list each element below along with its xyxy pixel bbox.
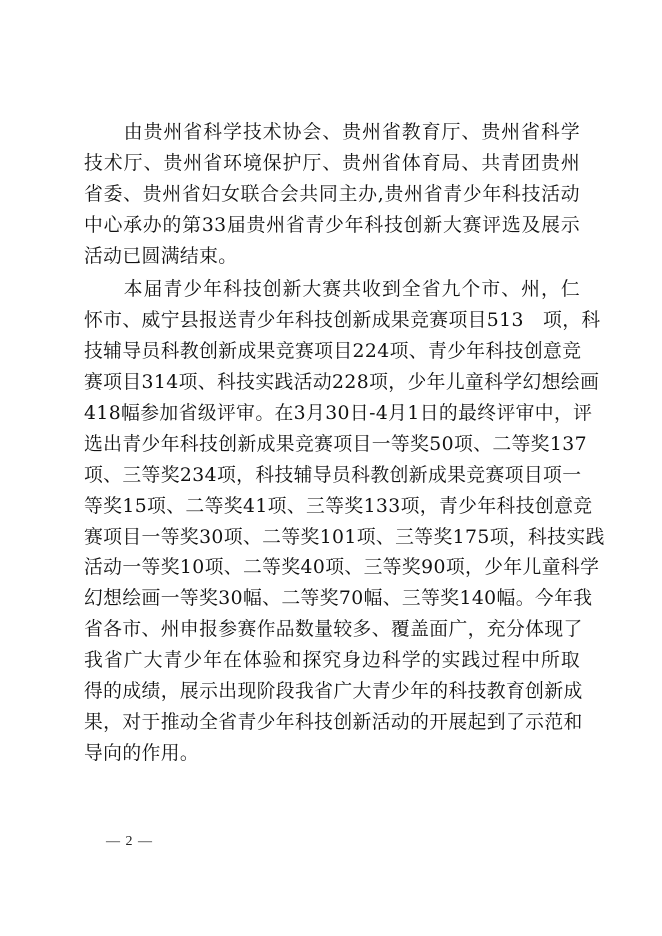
text-line: 本届青少年科技创新大赛共收到全省九个市、州，仁 (84, 279, 580, 301)
text-line: 由贵州省科学技术协会、贵州省教育厅、贵州省科学 (84, 122, 580, 143)
text-line: 技辅导员科教创新成果竞赛项目224项、青少年科技创意竞 (84, 341, 582, 363)
text-line: 我省广大青少年在体验和探究身边科学的实践过程中所取 (84, 650, 580, 672)
text-line: 赛项目一等奖30项、二等奖101项、三等奖175项，科技实践 (84, 526, 605, 548)
text-line: 得的成绩，展示出现阶段我省广大青少年的科技教育创新成 (84, 681, 583, 703)
text-line: 活动一等奖10项、二等奖40项、三等奖90项，少年儿童科学 (84, 557, 600, 579)
text-line: 赛项目314项、科技实践活动228项，少年儿童科学幻想绘画 (84, 372, 600, 394)
text-line: 省委、贵州省妇女联合会共同主办,贵州省青少年科技活动 (84, 183, 580, 205)
paragraph-1 (84, 118, 580, 272)
text-line: 怀市、威宁县报送青少年科技创新成果竞赛项目513 项，科 (84, 310, 601, 332)
text-line: 选出青少年科技创新成果竞赛项目一等奖50项、二等奖137 (84, 433, 587, 455)
text-line: 技术厅、贵州省环境保护厅、贵州省体育局、共青团贵州 (84, 152, 580, 174)
text-line: 幻想绘画一等奖30幅、二等奖70幅、三等奖140幅。今年我 (84, 588, 593, 610)
text-line: 省各市、州申报参赛作品数量较多、覆盖面广，充分体现了 (84, 619, 583, 641)
document-body (84, 118, 605, 770)
page-number: — 2 — (106, 834, 153, 849)
text-line: 项、三等奖234项，科技辅导员科教创新成果竞赛项目项一 (84, 464, 582, 486)
text-line: 等奖15项、二等奖41项、三等奖133项，青少年科技创意竞 (84, 495, 593, 517)
text-line: 中心承办的第33届贵州省青少年科技创新大赛评选及展示 (84, 214, 580, 236)
text-line: 导向的作用。 (84, 742, 200, 764)
paragraph-2 (84, 275, 605, 769)
text-line: 418幅参加省级评审。在3月30日-4月1日的最终评审中，评 (84, 403, 593, 425)
text-line: 果，对于推动全省青少年科技创新活动的开展起到了示范和 (84, 711, 583, 733)
text-line: 活动已圆满结束。 (84, 245, 238, 267)
